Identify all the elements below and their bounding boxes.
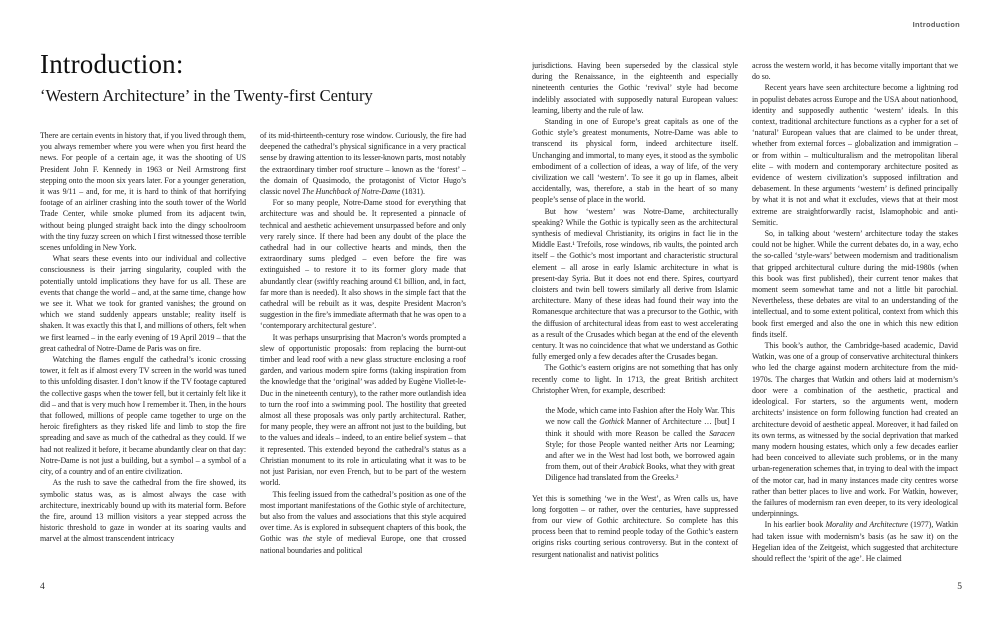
paragraph: This feeling issued from the cathedral’s position as one of the most important manifestations of the Gothic style of architecture, but also from the values and associations that this style acquired over time. As is explored in subsequent chapters of this book, the Gothic was the style of medieval Europe, one that crossed national boundaries and political	[260, 489, 466, 555]
page-right	[532, 0, 962, 620]
paragraph: What sears these events into our individual and collective consciousness is their jarring singularity, coupled with the potentially untold implications they have for us all. These are events that change the world – and, at the same time, change how we see it. What we took for granted vanishes; the ground on which we stand suddenly appears unstable; reality itself is shaken. It was exactly this that I, and millions of others, felt when we first learned – in the early evening of 19 April 2019 – that the great cathedral of Notre-Dame de Paris was on fire.	[40, 254, 246, 353]
running-header: Introduction	[912, 20, 960, 29]
paragraph: across the western world, it has become vitally important that we do so.	[752, 61, 958, 82]
paragraph: of its mid-thirteenth-century rose window. Curiously, the fire had deepened the cathedral’s physical significance in a very practical sense by drawing attention to its lesser-known parts, most notably the extraordinary timber roof structure – known as the ‘forest’ – the domain of Quasimodo, the protagonist of Victor Hugo’s classic novel The Hunchback of Notre-Dame (1831).	[260, 131, 466, 197]
paragraph: There are certain events in history that, if you lived through them, you always remember where you were when you first heard the news. For people of a certain age, it was the shooting of US President John F. Kennedy in 1963 or Neil Armstrong first stepping onto the moon six years later. For a younger generation, it was 9/11 – and, for me, it is hard to think of that horrifying footage of an airliner crashing into the south tower of the World Trade Center, while smoke plumed from its adjacent twin, without being plunged straight back into the dingy schoolroom with the tiny fuzzy screen on which I first witnessed those terrible scenes unfolding in New York.	[40, 131, 246, 253]
block-quote: the Mode, which came into Fashion after the Holy War. This we now call the Gothick Manner of Architecture … [but] I think it should with more Reason be called the Saracen Style; for those People wanted neither Arts nor Learning; and after we in the West had lost both, we borrowed again from them, out of their Arabick Books, what they with great Diligence had translated from the Greeks.²	[545, 406, 735, 483]
paragraph: As the rush to save the cathedral from the fire showed, its symbolic status was, as is almost always the case with architecture, inextricably bound up with its material form. Before the fire, around 13 million visitors a year stepped across the historic threshold to gaze in wonder at its soaring vaults and marvel at the almost transcendent intricacy	[40, 478, 246, 544]
paragraph: jurisdictions. Having been superseded by the classical style during the Renaissance, in the eighteenth and especially nineteenth centuries the Gothic ‘revival’ style had become indelibly associated with supposedly natural European values: learning, liberty and the rule of law.	[532, 61, 738, 115]
paragraph: Recent years have seen architecture become a lightning rod in populist debates across Europe and the USA about nationhood, identity and supposedly authentic ‘western’ ideals. In this context, traditional architecture functions as a cypher for a set of ‘natural’ European values that are claimed to be under threat, whether from external forces – globalization and immigration – or from within – multiculturalism and the metropolitan liberal elite – with modern and contemporary architecture posited as evidence of western civilization’s supposed infiltration and debasement. In these arguments ‘western’ is defined principally by what it is not and what it excludes, views that at their most extreme are straightforwardly racist, Islamophobic and anti-Semitic.	[752, 83, 958, 227]
paragraph: So, in talking about ‘western’ architecture today the stakes could not be higher. While the current debates do, in a way, echo the so-called ‘style-wars’ between modernism and traditionalism that gripped architectural culture during the mid-1980s (when this book was first published), their current tenor makes that moment seem somewhat tame and not a little bit parochial. Nevertheless, these debates are vital to an understanding of the intellectual, and to some extent political, context from which this book first emerged and also the one in which this new edition finds itself.	[752, 229, 958, 339]
text-column-4	[752, 60, 958, 584]
text-column-3	[532, 60, 738, 584]
chapter-title: Introduction:	[40, 49, 184, 79]
paragraph: This book’s author, the Cambridge-based academic, David Watkin, was one of a group of conservative architectural thinkers who led the charge against modern architecture from the mid-1970s. The charges that Watkin and others laid at modernism’s door were a combination of the aesthetic, practical and ideological. For starters, so the arguments went, modern architects’ insistence on form following function had created an architecture devoid of aesthetic appeal. Moreover, it had failed on its own terms, as witnessed by the social deprivation that marked many modern housing estates, which only a few decades earlier had been conceived to alleviate such problems, or in the many urban-regeneration schemes that, in trying to deal with the impact of the motor car, had in many instances made city centres worse rather than better places to live and work. For Watkin, however, the failures of modernism ran even deeper, to its very ideological underpinnings.	[752, 341, 958, 519]
paragraph: Yet this is something ‘we in the West’, as Wren calls us, have long forgotten – or rather, over the centuries, have suppressed from our view of Gothic architecture. So complete has this process been that to remind people today of the Gothic’s eastern origins risks courting serious controversy. But in the context of resurgent nationalist and nativist politics	[532, 493, 738, 559]
paragraph: It was perhaps unsurprising that Macron’s words prompted a slew of opportunistic proposals: from replacing the burnt-out timber and lead roof with a new glass structure enclosing a roof garden, and various modern spire forms (taking inspiration from the knowledge that the ‘original’ was added by Eugène Viollet-le-Duc in the nineteenth century), to the rather more outlandish idea to turn the roof into a swimming pool. The hostility that greeted almost all these proposals was only partly architectural. Rather, for many people, they were an affront not just to the building, but to the values and ideals – indeed, to an entire belief system – that it represented. This extended beyond the cathedral’s status as a Christian monument to its role in articulating what it was to be not just Parisian, nor even French, but to be part of the western world.	[260, 332, 466, 488]
chapter-heading	[40, 50, 466, 106]
paragraph: For so many people, Notre-Dame stood for everything that architecture was and should be. It represented a pinnacle of technical and aesthetic achievement unsurpassed before and only very rarely since. If there had been any doubt of the place the cathedral had in our collective hearts and minds, then the extraordinary sums pledged – even before the fire was extinguished – to restore it to its former glory made that abundantly clear (swiftly reaching around €1 billion, and, in fact, far more than is needed). It also shows in the simple fact that the cathedral will be rebuilt as it was, despite President Macron’s suggestion in the fire’s immediate aftermath that he was open to a ‘contemporary architectural gesture’.	[260, 198, 466, 331]
paragraph: The Gothic’s eastern origins are not something that has only recently come to light. In 1713, the great British architect Christopher Wren, for example, described:	[532, 363, 738, 395]
text-column-1	[40, 130, 246, 586]
page-number-right: 5	[957, 582, 962, 592]
page-left	[40, 0, 466, 620]
chapter-subtitle: ‘Western Architecture’ in the Twenty-first Century	[40, 85, 373, 105]
page-number-left: 4	[40, 582, 45, 592]
text-column-2	[260, 130, 466, 586]
left-page-columns	[40, 130, 466, 586]
paragraph: But how ‘western’ was Notre-Dame, architecturally speaking? While the Gothic is typically seen as the architectural synthesis of medieval Christianity, its origins in fact lie in the Middle East.¹ Trefoils, rose windows, rib vaults, the pointed arch itself – the Gothic’s most important and characteristic structural element – all arose in early Islamic architecture in what is present-day Syria. But it does not end there. Spires, courtyard cloisters and twin bell towers similarly all derive from Islamic architecture. Many of these ideas had found their way into the Romanesque architecture that was a precursor to the Gothic, with the diffusion of architectural ideas from east to west accelerating as a result of the Crusades which began at the end of the eleventh century. It was no coincidence that what we understand as Gothic fully emerged only a few decades after the Crusades began.	[532, 206, 738, 362]
paragraph: Watching the flames engulf the cathedral’s iconic crossing tower, it felt as if almost every TV screen in the world was tuned to this unfolding disaster. I don’t know if the TV footage captured the collective gasps when the tower fell, but it certainly felt like it did – and that is very much how I remember it. Then, in the hours that followed, millions of people came together to urge on the heroic firefighters as they risked life and limb to stop the fire spreading and save as much of the cathedral as they could. If we had not realized it before, it became abundantly clear on that day: Notre-Dame is not just a building, but a symbol – a symbol of a city, of a country and of an entire civilization.	[40, 355, 246, 477]
paragraph: In his earlier book Morality and Architecture (1977), Watkin had taken issue with modernism’s basis (as he saw it) on the Hegelian idea of the Zeitgeist, which suggested that architecture should reflect the ‘spirit of the age’. He claimed	[752, 520, 958, 563]
right-page-columns	[532, 60, 962, 584]
paragraph: Standing in one of Europe’s great capitals as one of the Gothic style’s greatest monuments, Notre-Dame was able to transcend its physical form, indeed architecture itself. Unchanging and immortal, to many eyes, it stood as the symbolic embodiment of a collection of ideas, a way of life, of the very civilization we call ‘western’. To see it go up in flames, albeit accidentally, was, therefore, a stab in the heart of so many people’s sense of place in the world.	[532, 117, 738, 205]
